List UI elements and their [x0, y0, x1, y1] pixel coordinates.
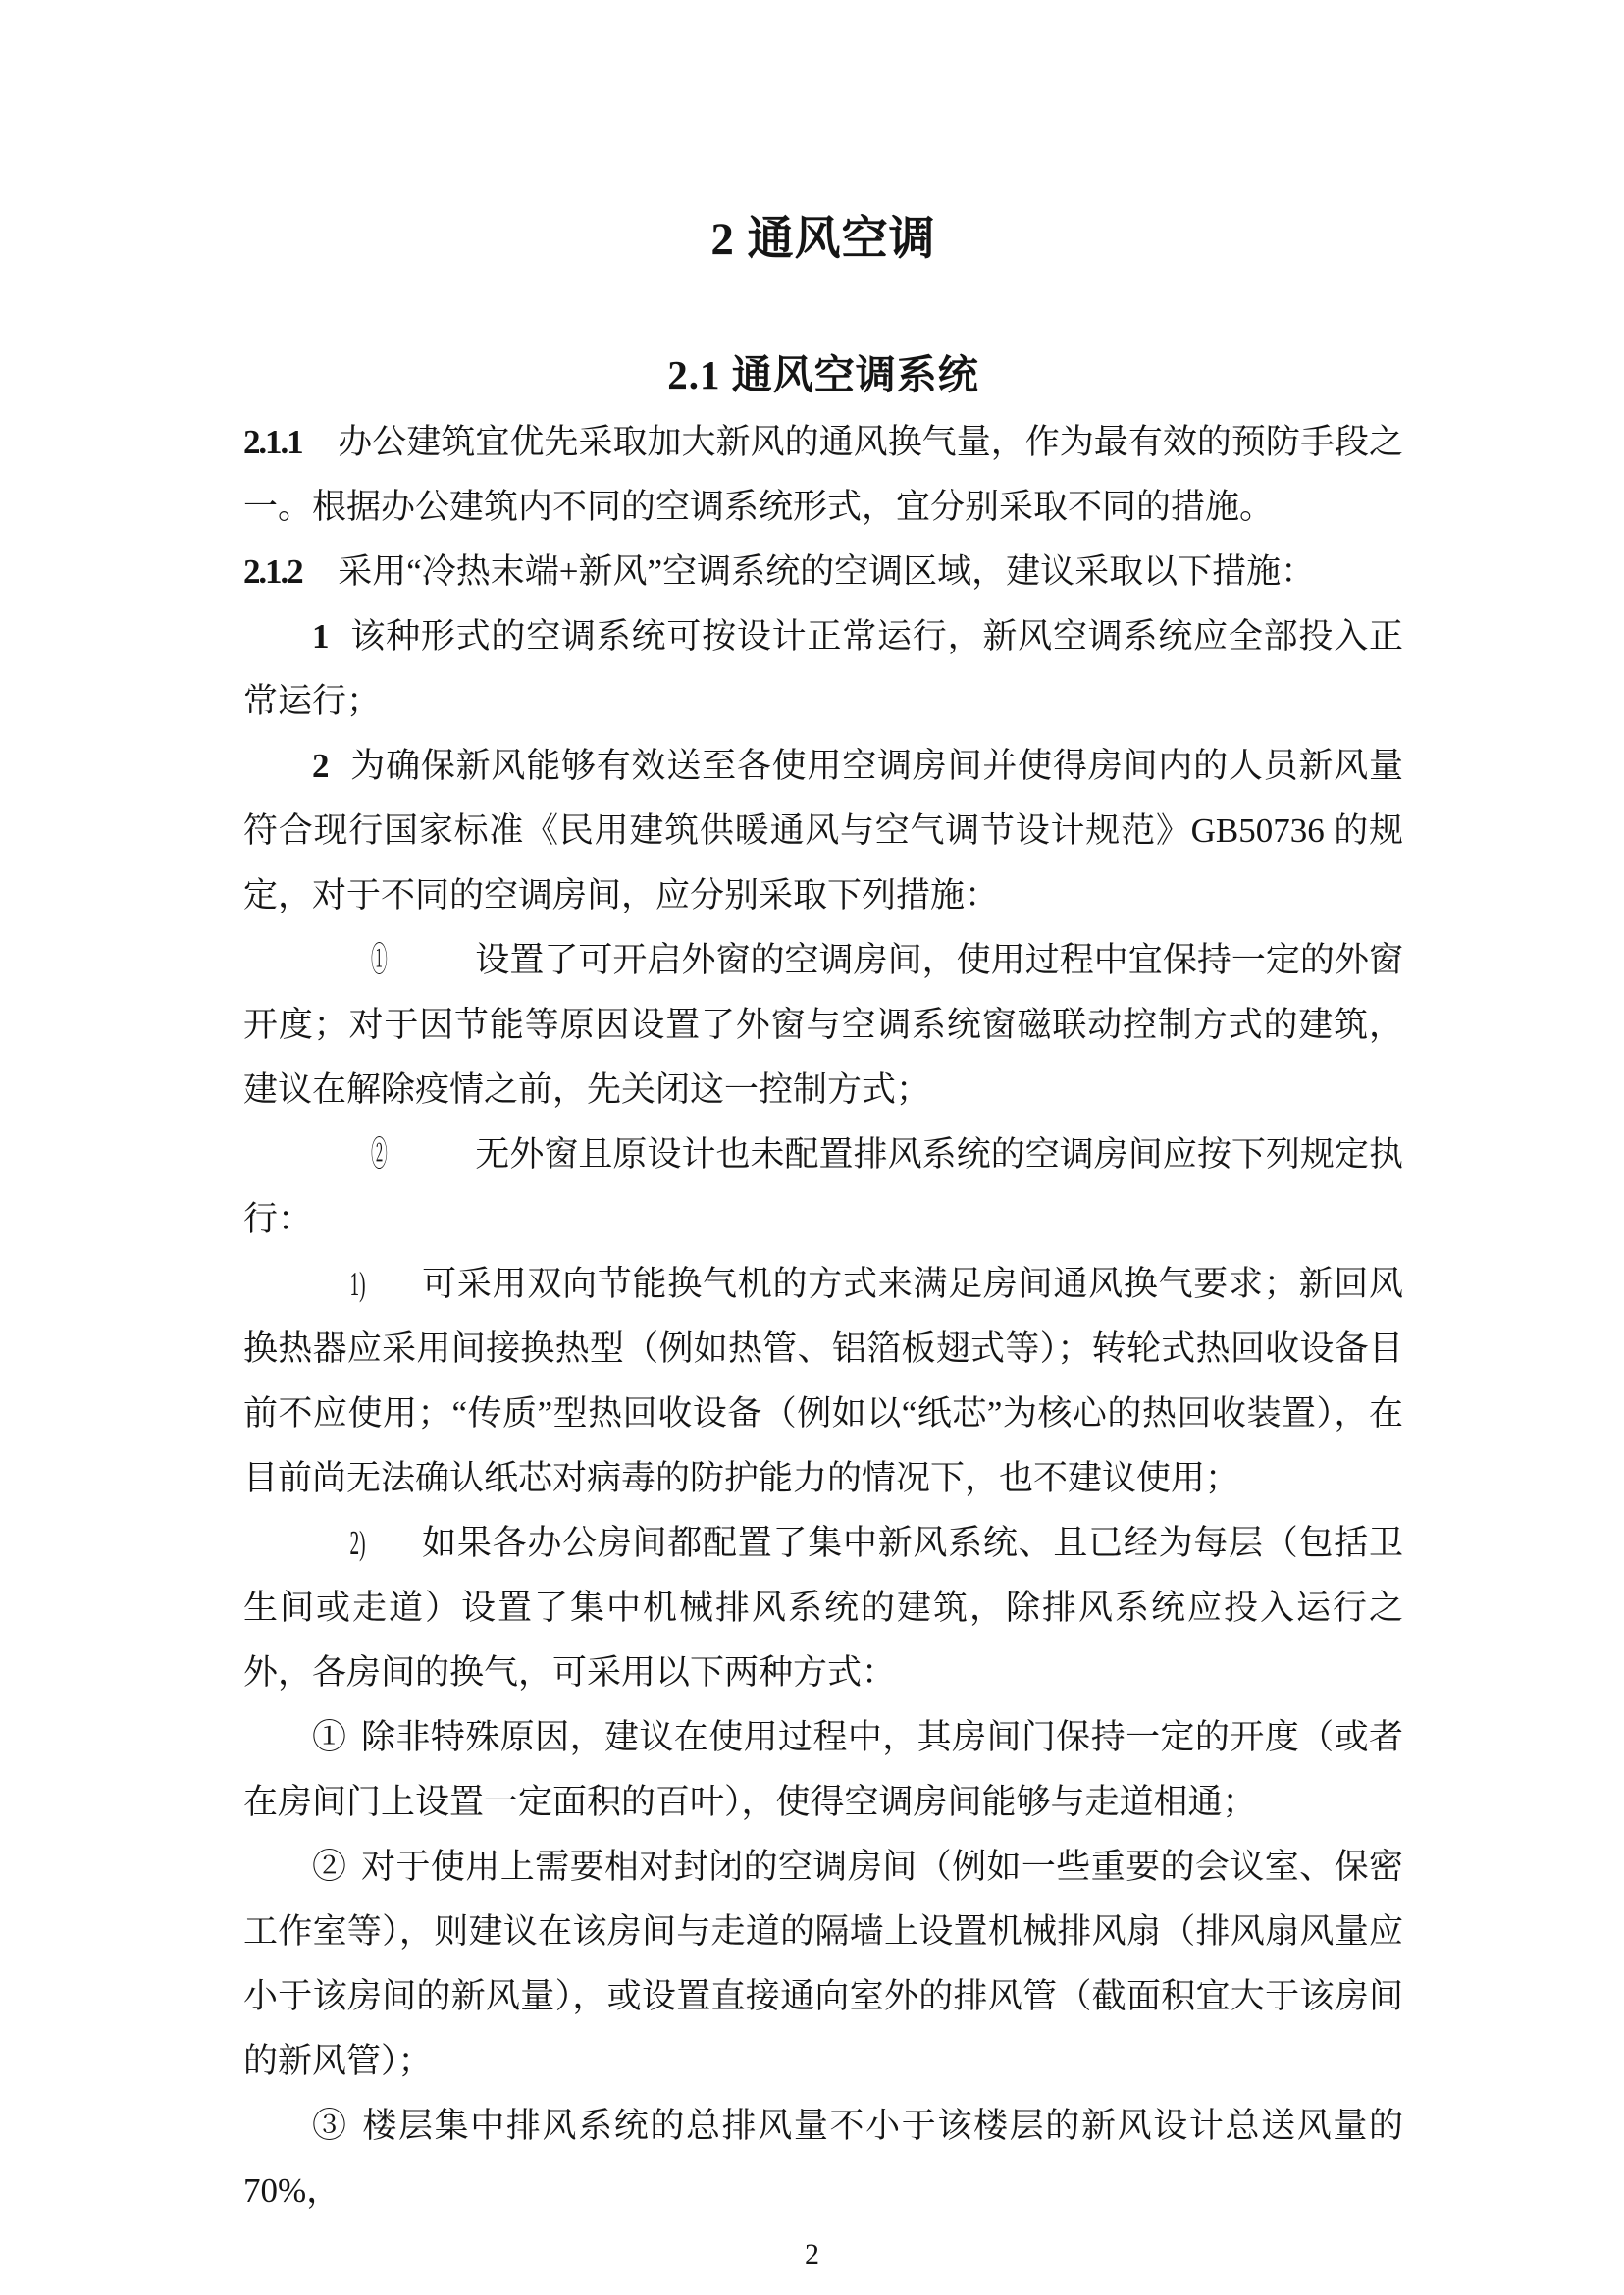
paragraph	[243, 604, 1403, 734]
paragraph-text: 可采用双向节能换气机的方式来满足房间通风换气要求；新回风换热器应采用间接换热型（例如热管、铝箔板翅式等）；转轮式热回收设备目前不应使用；“传质”型热回收设备（例如以“纸芯”为核心的热回收装置），在目前尚无法确认纸芯对病毒的防护能力的情况下，也不建议使用；	[243, 1264, 1403, 1497]
paragraph-text: 设置了可开启外窗的空调房间，使用过程中宜保持一定的外窗开度；对于因节能等原因设置了外窗与空调系统窗磁联动控制方式的建筑，建议在解除疫情之前，先关闭这一控制方式；	[243, 940, 1403, 1109]
paragraphs-container	[243, 410, 1403, 2223]
paragraph	[243, 734, 1403, 928]
paragraph-text: 办公建筑宜优先采取加大新风的通风换气量，作为最有效的预防手段之一。根据办公建筑内不同的空调系统形式，宜分别采取不同的措施。	[243, 422, 1403, 526]
paragraph-text: 采用“冷热末端+新风”空调系统的空调区域，建议采取以下措施：	[338, 551, 1316, 591]
paragraph	[243, 1252, 1403, 1511]
paragraph-marker: ①	[370, 940, 388, 979]
paragraph-marker: 2.1.1	[243, 422, 302, 461]
paragraph-text: 为确保新风能够有效送至各使用空调房间并使得房间内的人员新风量符合现行国家标准《民用建筑供暖通风与空气调节设计规范》GB50736 的规定，对于不同的空调房间，应分别采取下列措施：	[243, 746, 1403, 914]
paragraph	[243, 1835, 1403, 2094]
paragraph-marker: 1	[312, 616, 330, 655]
chapter-title: 2 通风空调	[710, 214, 936, 265]
paragraph-text: 对于使用上需要相对封闭的空调房间（例如一些重要的会议室、保密工作室等），则建议在该房间与走道的隔墙上设置机械排风扇（排风扇风量应小于该房间的新风量），或设置直接通向室外的排风管（截面积宜大于该房间的新风管）；	[243, 1847, 1403, 2080]
paragraph-marker: ①	[312, 1717, 347, 1756]
paragraph-marker: ②	[312, 1847, 347, 1886]
page-number: 2	[805, 2237, 819, 2270]
paragraph-text: 该种形式的空调系统可按设计正常运行，新风空调系统应全部投入正常运行；	[243, 616, 1403, 720]
paragraph-marker: 2.1.2	[243, 551, 302, 591]
paragraph	[243, 928, 1403, 1122]
paragraph-text: 无外窗且原设计也未配置排风系统的空调房间应按下列规定执行：	[243, 1134, 1403, 1238]
paragraph-marker: ②	[370, 1134, 388, 1174]
paragraph-marker: 1)	[349, 1264, 366, 1303]
paragraph-marker: 2)	[349, 1523, 366, 1562]
paragraph	[243, 410, 1403, 540]
paragraph	[243, 1705, 1403, 1835]
paragraph	[243, 2094, 1403, 2223]
paragraph	[243, 1122, 1403, 1252]
paragraph	[243, 540, 1403, 604]
paragraph-text: 除非特殊原因，建议在使用过程中，其房间门保持一定的开度（或者在房间门上设置一定面积的百叶），使得空调房间能够与走道相通；	[243, 1717, 1403, 1821]
paragraph	[243, 1511, 1403, 1705]
paragraph-text: 如果各办公房间都配置了集中新风系统、且已经为每层（包括卫生间或走道）设置了集中机械排风系统的建筑，除排风系统应投入运行之外，各房间的换气，可采用以下两种方式：	[243, 1523, 1403, 1692]
section-title: 2.1 通风空调系统	[667, 352, 979, 398]
paragraph-marker: 2	[312, 746, 330, 785]
paragraph-text: 楼层集中排风系统的总排风量不小于该楼层的新风设计总送风量的 70%，	[243, 2106, 1403, 2210]
paragraph-marker: ③	[312, 2106, 348, 2145]
